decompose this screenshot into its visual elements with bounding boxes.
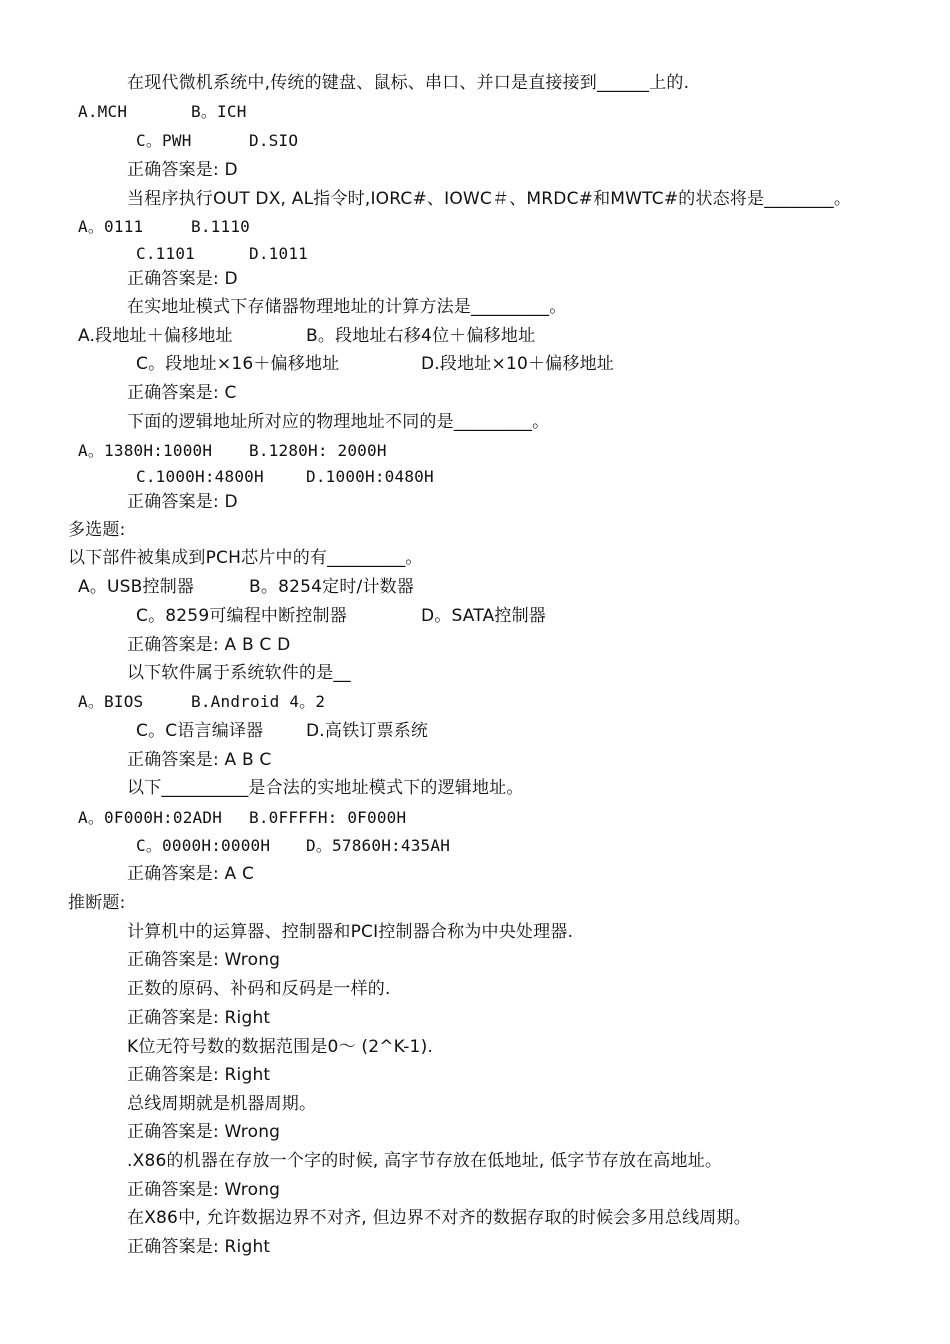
j3-stem: K位无符号数的数据范围是0～ (2^K-1). [127,1037,434,1057]
j2-stem: 正数的原码、补码和反码是一样的. [127,979,391,999]
j5-stem: .X86的机器在存放一个字的时候, 高字节存放在低地址, 低字节存放在高地址。 [127,1151,723,1171]
q5-option-c: C。8259可编程中断控制器 [136,606,347,626]
q4-option-d: D.1000H:0480H [306,467,434,486]
q4-answer: 正确答案是: D [127,492,238,512]
q6-option-a: A。BIOS [78,692,144,711]
q6-stem: 以下软件属于系统软件的是__ [127,663,351,683]
q1-option-a: A.MCH [78,102,128,121]
q4-option-b: B.1280H: 2000H [249,441,387,460]
q5-answer: 正确答案是: A B C D [127,635,291,655]
q4-stem: 下面的逻辑地址所对应的物理地址不同的是_________。 [127,412,550,432]
q2-option-c: C.1101 [136,244,195,263]
q2-option-d: D.1011 [249,244,308,263]
j3-answer: 正确答案是: Right [127,1065,271,1085]
q5-option-d: D。SATA控制器 [421,606,546,626]
q2-stem: 当程序执行OUT DX, AL指令时,IORC#、IOWC＃、MRDC#和MWTC#的状态将是________。 [127,189,852,209]
j2-answer: 正确答案是: Right [127,1008,271,1028]
q1-option-d: D.SIO [249,131,299,150]
q6-option-c: C。C语言编译器 [136,721,264,741]
q2-option-b: B.1110 [191,217,250,236]
q5-option-b: B。8254定时/计数器 [249,577,415,597]
q3-option-a: A.段地址＋偏移地址 [78,326,233,346]
q3-option-d: D.段地址×10＋偏移地址 [421,354,614,374]
q4-option-a: A。1380H:1000H [78,441,213,460]
j6-answer: 正确答案是: Right [127,1237,271,1257]
q7-option-d: D。57860H:435AH [306,836,451,855]
q3-option-b: B。段地址右移4位＋偏移地址 [306,326,536,346]
q7-stem: 以下__________是合法的实地址模式下的逻辑地址。 [127,778,524,798]
q4-option-c: C.1000H:4800H [136,467,264,486]
section-heading-multi: 多选题: [68,520,126,540]
q6-answer: 正确答案是: A B C [127,750,272,770]
j1-answer: 正确答案是: Wrong [127,950,281,970]
q7-option-c: C。0000H:0000H [136,836,271,855]
j5-answer: 正确答案是: Wrong [127,1180,281,1200]
j6-stem: 在X86中, 允许数据边界不对齐, 但边界不对齐的数据存取的时候会多用总线周期。 [127,1208,751,1228]
q1-answer: 正确答案是: D [127,160,238,180]
q5-option-a: A。USB控制器 [78,577,195,597]
j1-stem: 计算机中的运算器、控制器和PCI控制器合称为中央处理器. [127,922,574,942]
q7-option-b: B.0FFFFH: 0F000H [249,808,407,827]
q1-option-c: C。PWH [136,131,192,150]
q1-option-b: B。ICH [191,102,247,121]
q2-option-a: A。0111 [78,217,144,236]
j4-answer: 正确答案是: Wrong [127,1122,281,1142]
q3-answer: 正确答案是: C [127,383,237,403]
q3-option-c: C。段地址×16＋偏移地址 [136,354,340,374]
j4-stem: 总线周期就是机器周期。 [127,1094,317,1114]
q1-stem: 在现代微机系统中,传统的键盘、鼠标、串口、并口是直接接到______上的. [127,73,690,93]
q2-answer: 正确答案是: D [127,269,238,289]
q6-option-d: D.高铁订票系统 [306,721,429,741]
q5-stem: 以下部件被集成到PCH芯片中的有_________。 [68,548,423,568]
q7-option-a: A。0F000H:02ADH [78,808,223,827]
section-heading-judge: 推断题: [68,893,126,913]
q3-stem: 在实地址模式下存储器物理地址的计算方法是_________。 [127,297,567,317]
q6-option-b: B.Android 4。2 [191,692,326,711]
q7-answer: 正确答案是: A C [127,864,255,884]
